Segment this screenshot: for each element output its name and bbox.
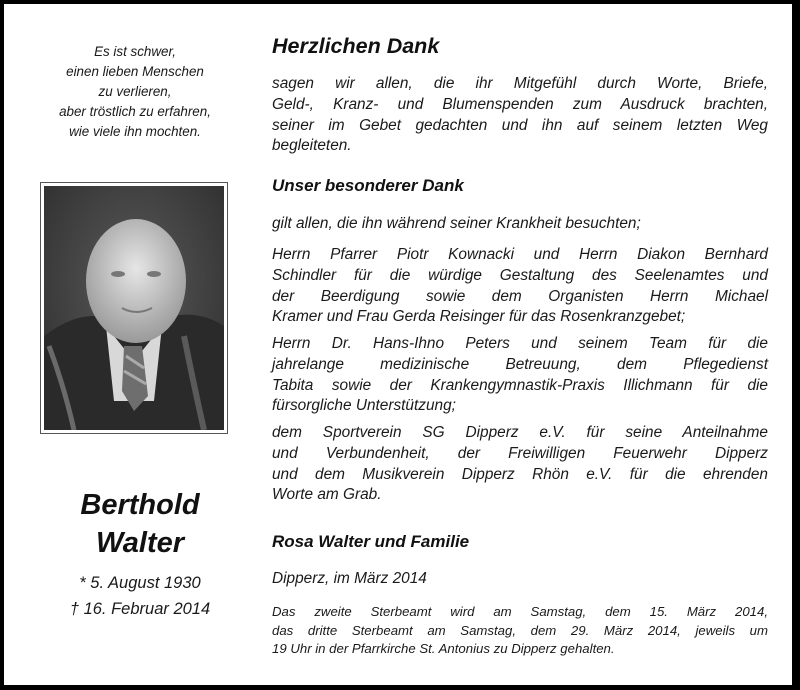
section-subtitle: Unser besonderer Dank: [272, 176, 464, 195]
life-dates: [4, 570, 276, 622]
thanks-paragraph-medical: [272, 334, 768, 417]
text-line: Herrn Dr. Hans-Ihno Peters und seinem Team für die: [272, 335, 768, 352]
text-line: Schindler für die würdige Gestaltung des Seelenamtes und: [272, 266, 768, 284]
thanks-paragraph-clubs: [272, 423, 768, 506]
quote-line: Es ist schwer,: [94, 44, 176, 59]
text-line: und Verbundenheit, der Freiwilligen Feuerwehr Dipperz: [272, 444, 768, 462]
portrait-frame: [40, 182, 228, 434]
text-line: Herrn Pfarrer Piotr Kownacki und Herrn Diakon Bernhard: [272, 246, 768, 263]
left-column: [4, 4, 266, 685]
text-line: Geld-, Kranz- und Blumenspenden zum Ausdruck brachten,: [272, 95, 768, 113]
text-line: und dem Musikverein Dipperz Rhön e.V. für die ehrenden: [272, 465, 768, 483]
text-line: dem Sportverein SG Dipperz e.V. für seine Anteilnahme: [272, 424, 768, 441]
mass-notice: [272, 603, 768, 659]
last-name: Walter: [95, 527, 185, 559]
quote-line: einen lieben Menschen: [66, 64, 204, 79]
thanks-paragraph-clergy: [272, 245, 768, 328]
place-date: [272, 569, 768, 590]
page-title: Herzlichen Dank: [272, 34, 440, 58]
text-line: fürsorgliche Unterstützung;: [272, 397, 456, 415]
birth-date: * 5. August 1930: [79, 574, 201, 592]
deceased-name: [4, 486, 276, 562]
text-line: Kramer und Frau Gerda Reisinger für das Rosenkranzgebet;: [272, 308, 686, 326]
intro-paragraph: [272, 74, 768, 157]
portrait-illustration: [44, 186, 224, 430]
memorial-quote: [4, 42, 266, 142]
quote-line: aber tröstlich zu erfahren,: [59, 104, 211, 119]
portrait-photo: [44, 186, 224, 430]
place-date-text: Dipperz, im März 2014: [272, 570, 427, 587]
text-line: seiner im Gebet gedachten und ihn auf seinem letzten Weg: [272, 116, 768, 134]
text-line: 19 Uhr in der Pfarrkirche St. Antonius zu Dipperz gehalten.: [272, 641, 615, 656]
quote-line: wie viele ihn mochten.: [69, 124, 201, 139]
text-line: der Beerdigung sowie dem Organisten Herrn Michael: [272, 287, 768, 305]
quote-line: zu verlieren,: [98, 84, 172, 99]
text-line: begleiteten.: [272, 137, 352, 155]
text-line: Tabita sowie der Krankengymnastik-Praxis Illichmann für die: [272, 376, 768, 394]
obituary-card: [4, 4, 792, 685]
text-line: Das zweite Sterbeamt wird am Samstag, dem 15. März 2014,: [272, 604, 768, 619]
first-name: Berthold: [80, 489, 200, 521]
signature: Rosa Walter und Familie: [272, 532, 470, 551]
text-line: Worte am Grab.: [272, 486, 382, 504]
text-line: das dritte Sterbeamt am Samstag, dem 29. März 2014, jeweils um: [272, 622, 768, 638]
thanks-paragraph-visitors: [272, 214, 768, 235]
death-date: † 16. Februar 2014: [69, 600, 211, 618]
text-line: gilt allen, die ihn während seiner Krankheit besuchten;: [272, 215, 641, 232]
text-line: sagen wir allen, die ihr Mitgefühl durch Worte, Briefe,: [272, 75, 768, 92]
text-line: jahrelange medizinische Betreuung, dem Pflegedienst: [272, 355, 768, 373]
